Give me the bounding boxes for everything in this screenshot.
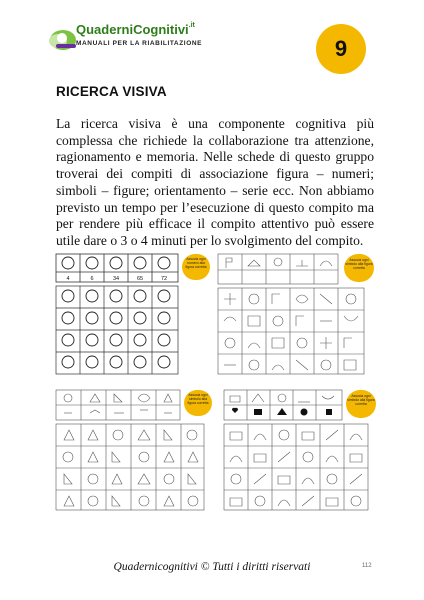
brand-name: QuaderniCognitivi$^{.it}$ xyxy=(76,22,195,37)
key-number: 34 xyxy=(112,276,120,282)
instruction-label: Associa ogni simbolo alla figura corretta xyxy=(345,258,373,270)
footer-copyright: Quadernicognitivi © Tutti i diritti riservati xyxy=(113,561,311,573)
instruction-label: Associa ogni numero alla figura corretta xyxy=(185,257,207,269)
instruction-label: Associa ogni simbolo alla figura corretta xyxy=(347,394,375,406)
section-body: La ricerca visiva è una componente cognitiva più complessa che richiede la collaborazione tra attenzione, ragionamento e memoria. Nelle schede di questo gruppo troverai dei compiti di associazione figura – numeri; simboli – figure; orientamento – serie ecc. Non abbiamo previsto un tempo per l’esecuzione di questo compito ma per rendere più efficace il compito attentivo può essere utile dare o 3 o 4 minuti per lo svolgimento del compito. xyxy=(56,116,374,248)
page-number: 112 xyxy=(362,563,372,569)
page-badge: 9 xyxy=(316,24,366,74)
key-number: 65 xyxy=(136,276,144,282)
key-number: 6 xyxy=(90,276,94,282)
worksheet-thumbnail-symbols-a xyxy=(216,252,376,376)
key-number: 4 xyxy=(66,276,70,282)
instruction-label: Associa ogni simbolo alla figura corretta xyxy=(187,393,209,405)
worksheet-thumbnail-smileys xyxy=(54,252,210,376)
worksheet-thumbnail-symbols-c xyxy=(222,388,378,512)
worksheet-thumbnail-symbols-b xyxy=(54,388,214,512)
key-number: 72 xyxy=(160,276,168,282)
brand-tagline: MANUALI PER LA RIABILITAZIONE xyxy=(76,40,203,47)
section-title: RICERCA VISIVA xyxy=(56,84,167,99)
